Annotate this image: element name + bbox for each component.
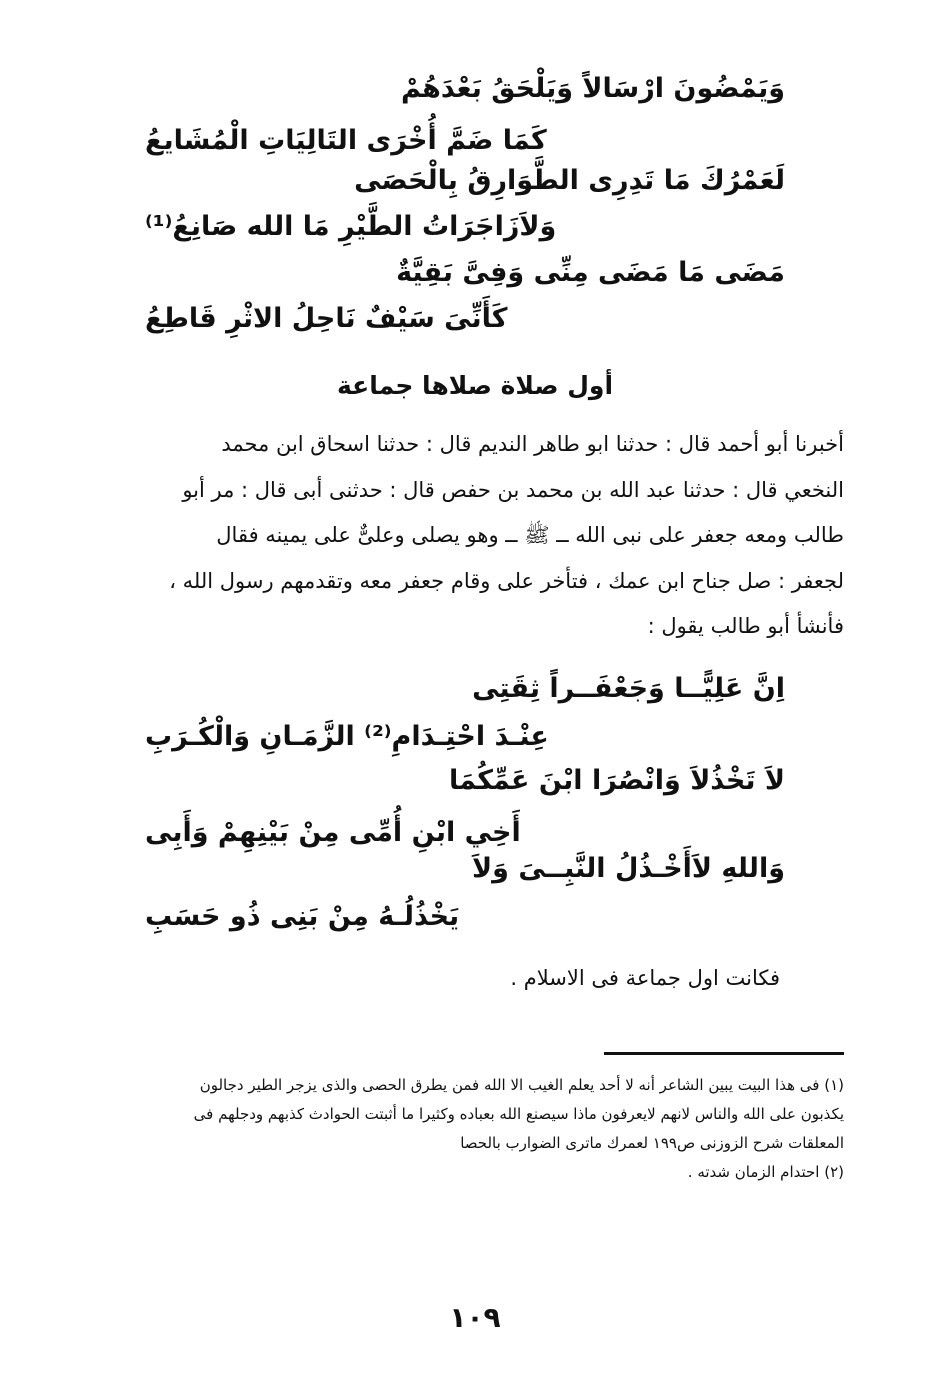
footnote-divider [604, 1052, 844, 1055]
prose-line-1: أخبرنا أبو أحمد قال : حدثنا ابو طاهر النديم قال : حدثنا اسحاق ابن محمد [221, 432, 844, 456]
poem1-line-4: وَلاَزَاجَرَاتُ الطَّيْرِ مَا الله صَانِعُ⁽¹⁾ [145, 211, 557, 242]
footnotes [104, 1071, 844, 1187]
page-number: ١٠٩ [449, 1301, 501, 1334]
poem1-line-1: وَيَمْضُونَ ارْسَالاً وَيَلْحَقُ بَعْدَهُمْ [401, 73, 785, 104]
prose-line-2: النخعي قال : حدثنا عبد الله بن محمد بن حفص قال : حدثنى أبى قال : مر أبو [182, 477, 844, 502]
prose-line-4: لجعفر : صل جناح ابن عمك ، فتأخر على وقام جعفر معه وتقدمهم رسول الله ، [169, 568, 844, 593]
poem2-line-6: يَخْذُلُـهُ مِنْ بَنِى ذُو حَسَبِ [145, 901, 460, 932]
poem1-line-6: كَأَنِّىَ سَيْفٌ نَاحِلُ الاثْرِ قَاطِعُ [145, 303, 508, 334]
footnote-line-4: (٢) احتدام الزمان شدته . [687, 1163, 844, 1181]
poem2-line-1: اِنَّ عَلِيًّــا وَجَعْفَــراً ثِقَتِى [472, 673, 785, 704]
poem2-line-5: وَاللهِ لاَأَخْـذُلُ النَّبِــىَ وَلاَ [472, 853, 785, 884]
footnote-line-1: (١) فى هذا البيت يبين الشاعر أنه لا أحد يعلم الغيب الا الله فمن يطرق الحصى والذى يزجر الطير دجالون [199, 1076, 844, 1094]
poem1-line-3: لَعَمْرُكَ مَا تَدِرِى الطَّوَارِقُ بِالْحَصَى [354, 165, 785, 196]
poem2-line-4: أَخِي ابْنِ أُمِّى مِنْ بَيْنِهِمْ وَأَبِى [145, 817, 521, 848]
prose-paragraph [104, 422, 844, 650]
footnote-line-2: يكذبون على الله والناس لانهم لايعرفون ماذا سيصنع الله بعباده وكثيرا ما أثبتت الحوادث كذبهم ودجلهم فى [193, 1105, 844, 1123]
prose-line-5: فأنشأ أبو طالب يقول : [647, 614, 844, 638]
closing-sentence: فكانت اول جماعة فى الاسلام . [510, 966, 780, 990]
poem2-line-2: عِنْـدَ احْتِـدَامِ⁽²⁾ الزَّمَـانِ وَالْكُـرَبِ [145, 721, 549, 752]
footnote-line-3: المعلقات شرح الزوزنى ص١٩٩ لعمرك ماترى الضوارب بالحصا [460, 1134, 844, 1152]
poem1-line-5: مَضَى مَا مَضَى مِنِّى وَفِىَّ بَقِيَّةٌ [396, 257, 785, 288]
section-heading: أول صلاة صلاها جماعة [336, 371, 614, 400]
poem1-line-2: كَمَا ضَمَّ أُخْرَى التَالِيَاتِ الْمُشَايعُ [145, 125, 547, 156]
prose-line-3: طالب ومعه جعفر على نبى الله ــ ﷺ ــ وهو يصلى وعلىٌّ على يمينه فقال [216, 523, 844, 547]
poem2-line-3: لاَ تَخْذُلاَ وَانْصُرَا ابْنَ عَمِّكُمَا [448, 765, 785, 796]
